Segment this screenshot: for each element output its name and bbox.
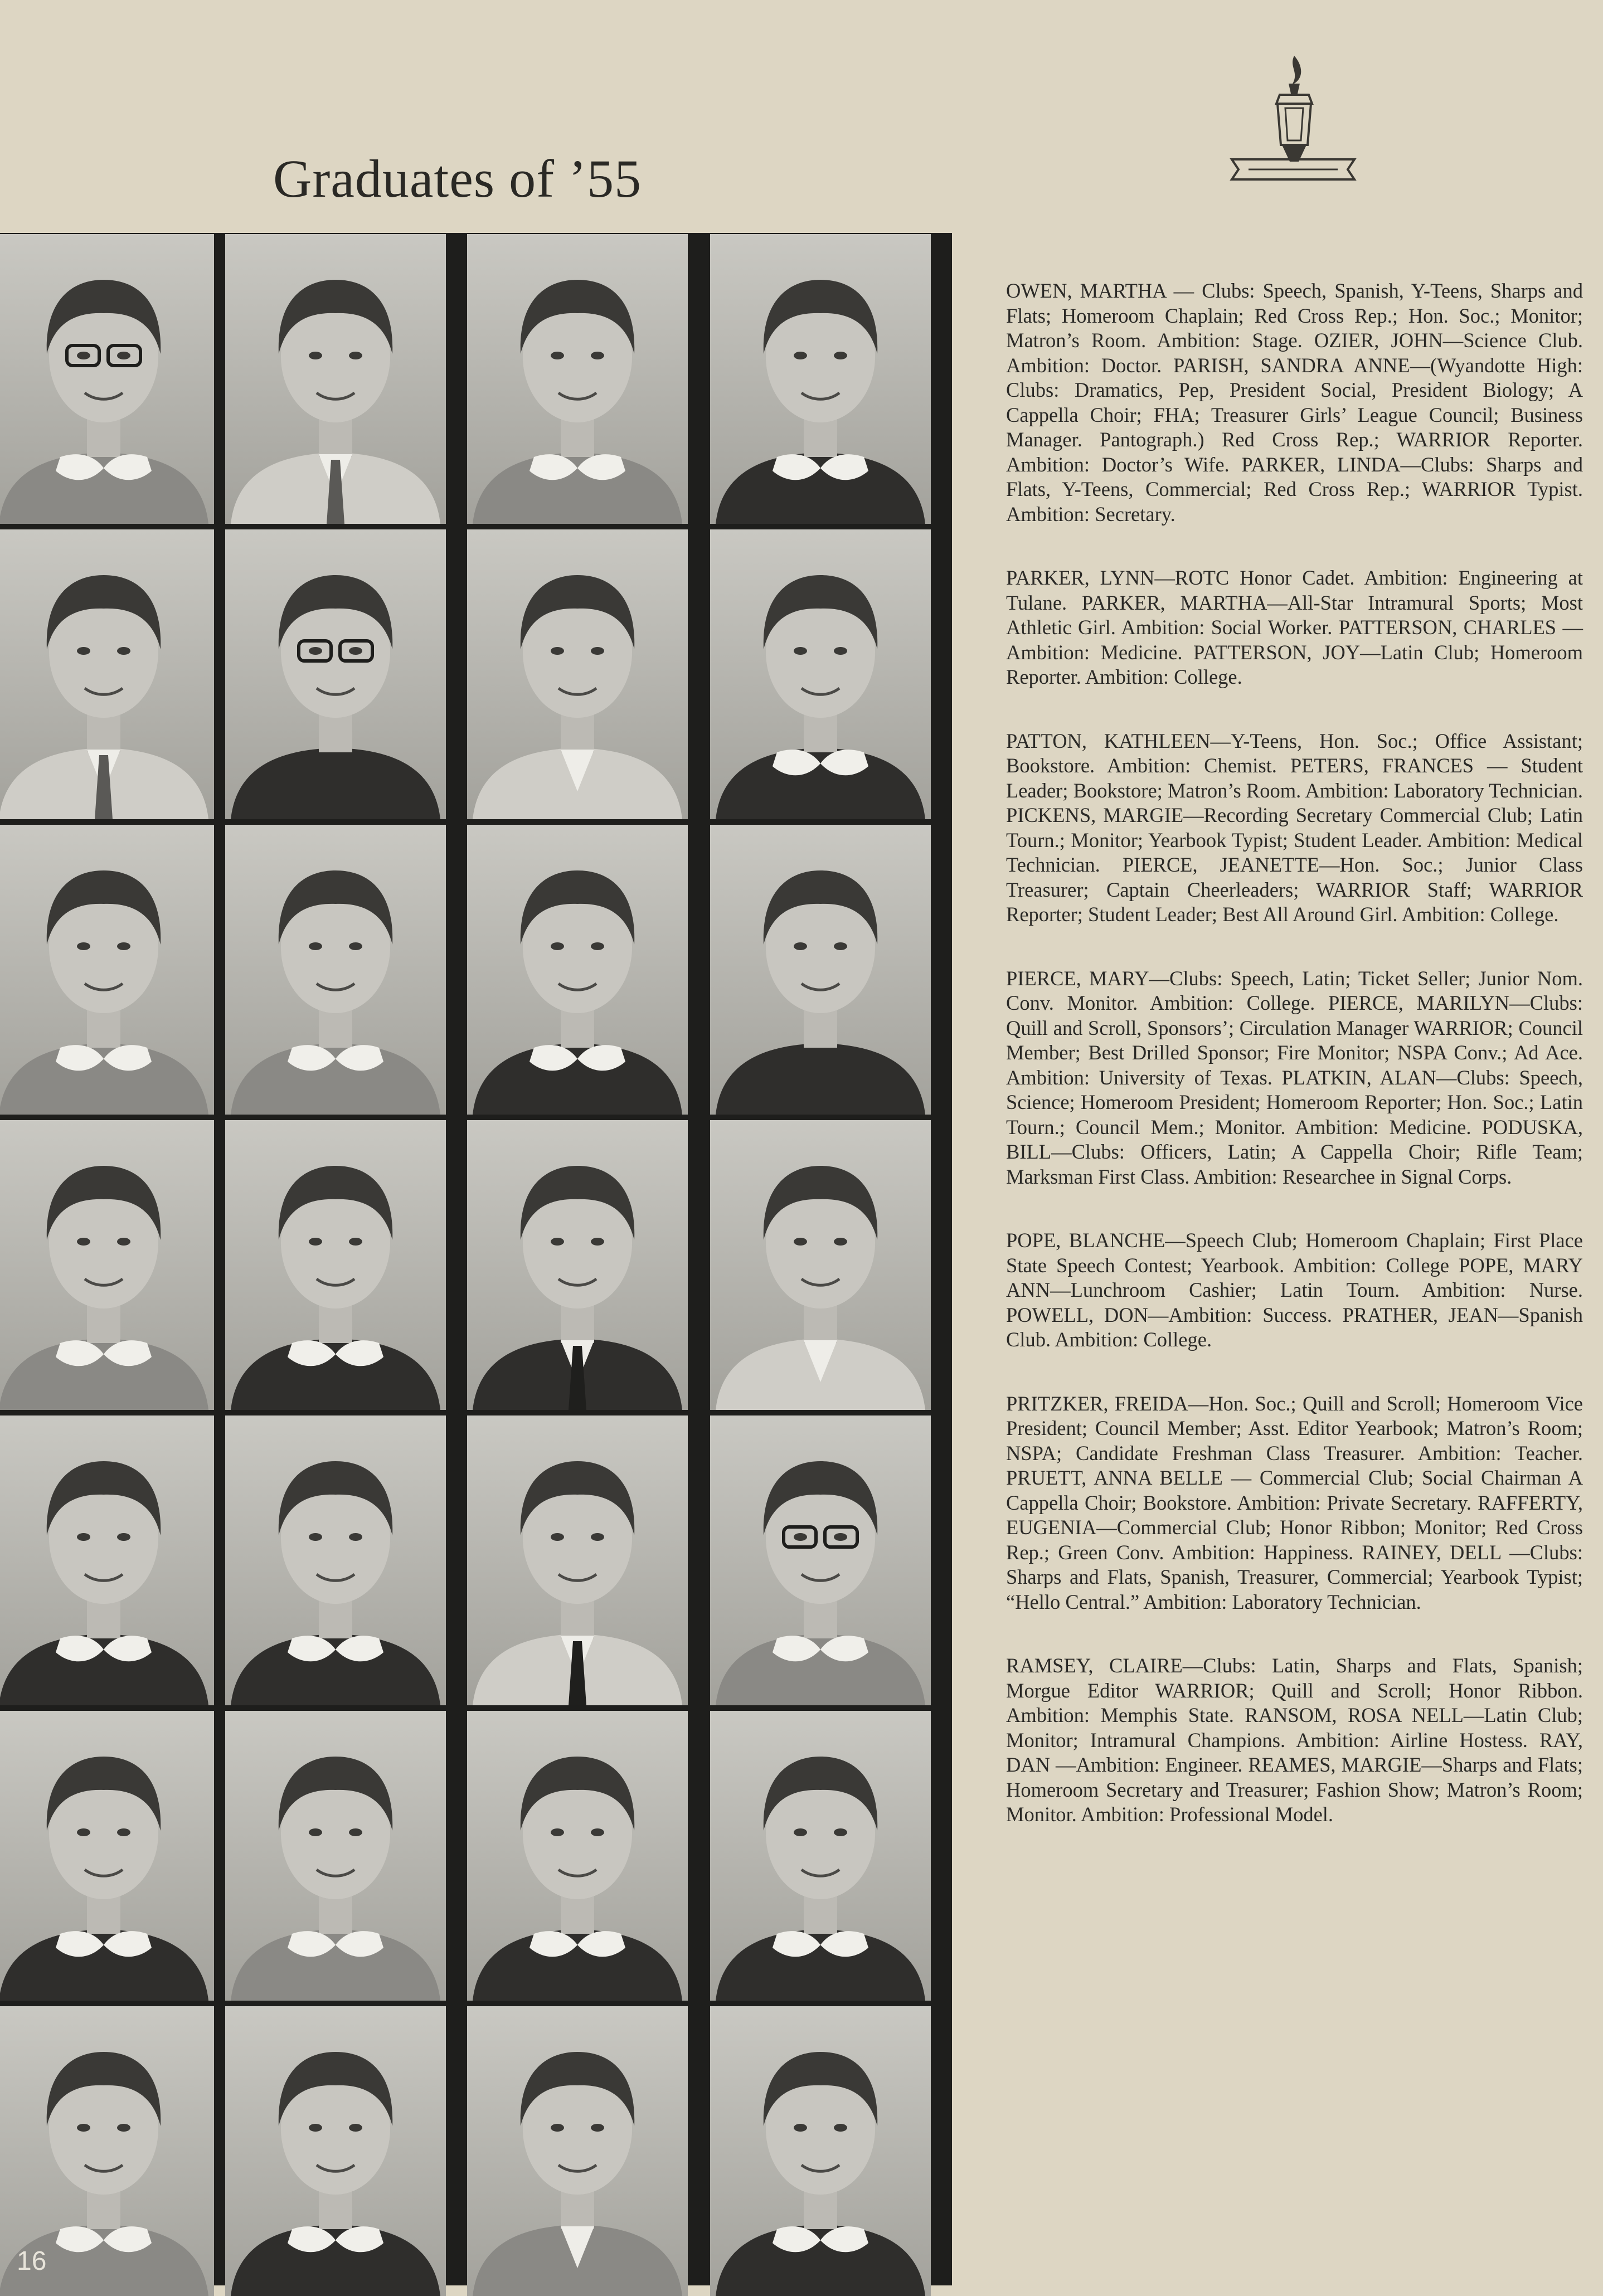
- bio-column: [1006, 279, 1583, 1866]
- portrait-photo-r2c1: [0, 529, 214, 819]
- portrait-photo-r6c2: [225, 1711, 446, 2001]
- portrait-photo-r6c4: [710, 1711, 931, 2001]
- bio-paragraph: POPE, BLANCHE—Speech Club; Homeroom Chaplain; First Place State Speech Contest; Yearbook. Ambition: College POPE, MARY ANN—Lunchroom Cashier; Latin Tourn. Ambition: Nurse. POWELL, DON—Ambition: Success. PRATHER, JEAN—Spanish Club. Ambition: College.: [1006, 1229, 1583, 1351]
- portrait-photo-r4c2: [225, 1120, 446, 1410]
- portrait-photo-r1c2: [225, 234, 446, 524]
- portrait-photo-r5c4: [710, 1415, 931, 1705]
- portrait-photo-r6c1: [0, 1711, 214, 2001]
- portrait-photo-r5c2: [225, 1415, 446, 1705]
- portrait-photo-r4c4: [710, 1120, 931, 1410]
- bio-paragraph: RAMSEY, CLAIRE—Clubs: Latin, Sharps and Flats, Spanish; Morgue Editor WARRIOR; Quill and Scroll; Honor Ribbon. Ambition: Memphis State. RANSOM, ROSA NELL—Latin Club; Monitor; Intramural Champions. Ambition: Airline Hostess. RAY, DAN —Ambition: Engineer. REAMES, MARGIE—Sharps and Flats; Homeroom Secretary and Treasurer; Fashion Show; Matron’s Room; Monitor. Ambition: Professional Model.: [1006, 1654, 1583, 1826]
- portrait-photo-r5c1: [0, 1415, 214, 1705]
- torch-emblem-icon: [1226, 50, 1360, 189]
- portrait-photo-r5c3: [467, 1415, 688, 1705]
- portrait-photo-r2c4: [710, 529, 931, 819]
- portrait-photo-r3c2: [225, 825, 446, 1115]
- portrait-photo-r1c3: [467, 234, 688, 524]
- page-title: Graduates of ’55: [273, 149, 642, 208]
- bio-paragraph: PATTON, KATHLEEN—Y-Teens, Hon. Soc.; Office Assistant; Bookstore. Ambition: Chemist. PETERS, FRANCES — Student Leader; Bookstore; Matron’s Room. Ambition: Laboratory Technician. PICKENS, MARGIE—Recording Secretary Commercial Club; Latin Tourn.; Monitor; Yearbook Typist; Student Leader. Ambition: Medical Technician. PIERCE, JEANETTE—Hon. Soc.; Junior Class Treasurer; Captain Cheerleaders; WARRIOR Staff; WARRIOR Reporter; Student Leader; Best All Around Girl. Ambition: College.: [1006, 729, 1583, 926]
- portrait-photo-r7c2: [225, 2006, 446, 2296]
- portrait-photo-r3c3: [467, 825, 688, 1115]
- bio-paragraph: OWEN, MARTHA — Clubs: Speech, Spanish, Y-Teens, Sharps and Flats; Homeroom Chaplain; Red Cross Rep.; Hon. Soc.; Monitor; Matron’s Room. Ambition: Stage. OZIER, JOHN—Science Club. Ambition: Doctor. PARISH, SANDRA ANNE—(Wyandotte High: Clubs: Dramatics, Pep, President Social, President Biology; A Cappella Choir; FHA; Treasurer Girls’ League Council; Business Manager. Pantograph.) Red Cross Rep.; WARRIOR Reporter. Ambition: Doctor’s Wife. PARKER, LINDA—Clubs: Sharps and Flats, Y-Teens, Commercial; Red Cross Rep.; WARRIOR Typist. Ambition: Secretary.: [1006, 279, 1583, 526]
- portrait-grid: [0, 233, 952, 2285]
- bio-paragraph: PIERCE, MARY—Clubs: Speech, Latin; Ticket Seller; Junior Nom. Conv. Monitor. Ambition: College. PIERCE, MARILYN—Clubs: Quill and Scroll, Sponsors’; Circulation Manager WARRIOR; Council Member; Best Drilled Sponsor; Fire Monitor; NSPA Conv.; Ad Ace. Ambition: University of Texas. PLATKIN, ALAN—Clubs: Speech, Science; Homeroom President; Homeroom Reporter; Hon. Soc.; Latin Tourn.; Council Mem.; Monitor. Ambition: Medicine. PODUSKA, BILL—Clubs: Officers, Latin; A Cappella Choir; Rifle Team; Marksman First Class. Ambition: Researchee in Signal Corps.: [1006, 966, 1583, 1188]
- bio-paragraph: PARKER, LYNN—ROTC Honor Cadet. Ambition: Engineering at Tulane. PARKER, MARTHA—All-Star Intramural Sports; Most Athletic Girl. Ambition: Social Worker. PATTERSON, CHARLES — Ambition: Medicine. PATTERSON, JOY—Latin Club; Homeroom Reporter. Ambition: College.: [1006, 566, 1583, 688]
- portrait-photo-r2c3: [467, 529, 688, 819]
- portrait-photo-r2c2: [225, 529, 446, 819]
- portrait-photo-r1c1: [0, 234, 214, 524]
- portrait-photo-r7c3: [467, 2006, 688, 2296]
- portrait-photo-r4c3: [467, 1120, 688, 1410]
- portrait-photo-r1c4: [710, 234, 931, 524]
- portrait-photo-r7c4: [710, 2006, 931, 2296]
- portrait-photo-r3c4: [710, 825, 931, 1115]
- page-number: 16: [17, 2246, 47, 2276]
- portrait-photo-r3c1: [0, 825, 214, 1115]
- portrait-photo-r4c1: [0, 1120, 214, 1410]
- bio-paragraph: PRITZKER, FREIDA—Hon. Soc.; Quill and Scroll; Homeroom Vice President; Council Member; Asst. Editor Yearbook; Matron’s Room; NSPA; Candidate Freshman Class Treasurer. Ambition: Teacher. PRUETT, ANNA BELLE — Commercial Club; Social Chairman A Cappella Choir; Bookstore. Ambition: Private Secretary. RAFFERTY, EUGENIA—Commercial Club; Honor Ribbon; Monitor; Red Cross Rep.; Green Conv. Ambition: Happiness. RAINEY, DELL —Clubs: Sharps and Flats, Spanish, Treasurer, Commercial; Yearbook Typist; “Hello Central.” Ambition: Laboratory Technician.: [1006, 1392, 1583, 1613]
- portrait-photo-r6c3: [467, 1711, 688, 2001]
